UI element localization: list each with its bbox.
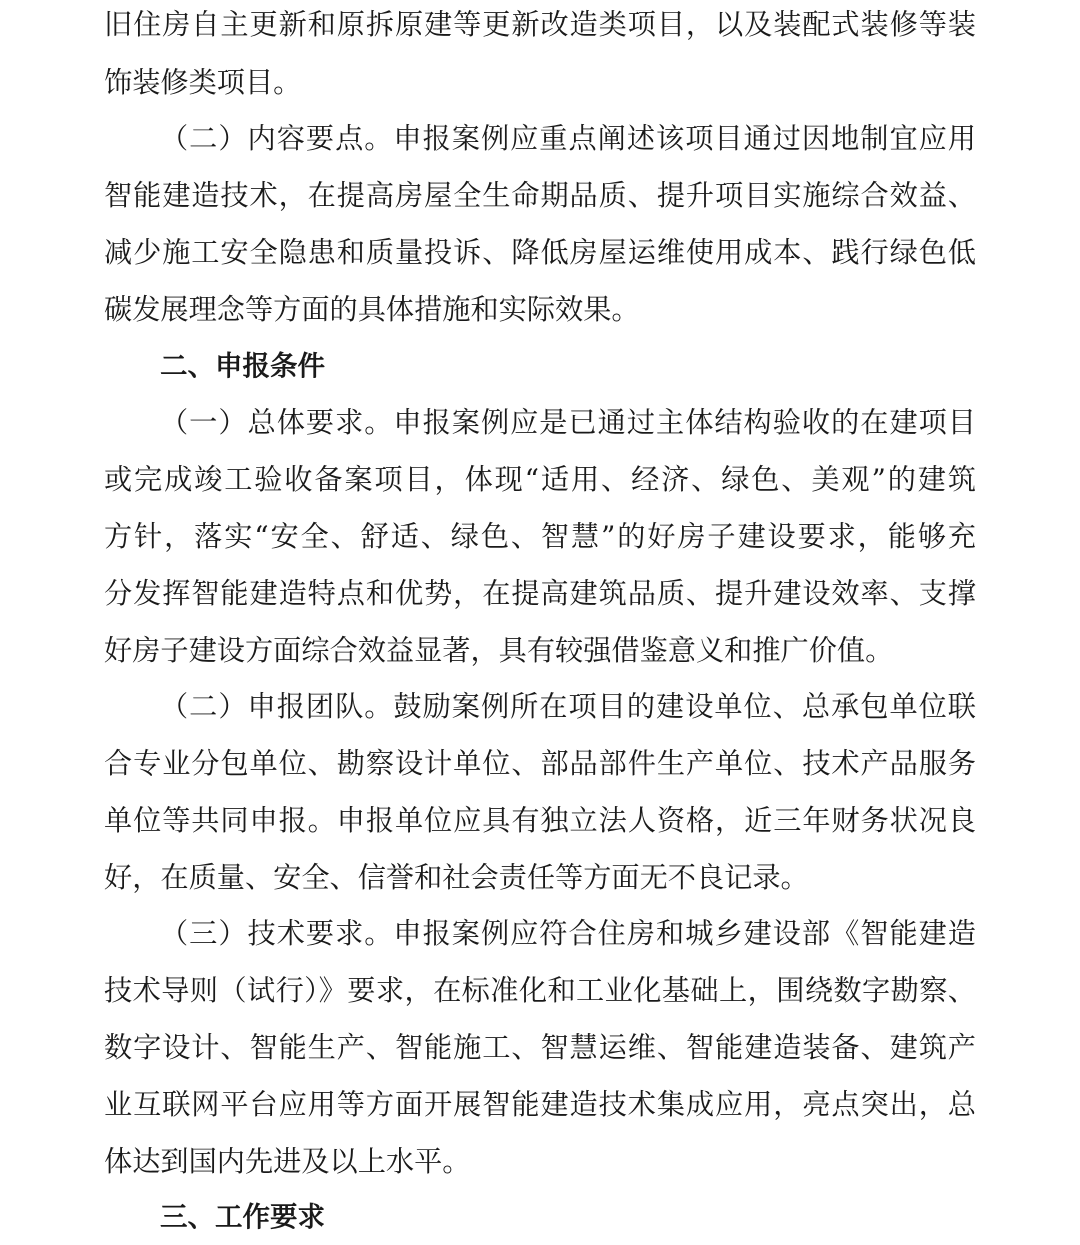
section-heading: 二、申报条件 [160, 350, 325, 382]
paragraph-line: （三）技术要求。申报案例应符合住房和城乡建设部《智能建造 [160, 917, 976, 950]
paragraph-line: 或完成竣工验收备案项目，体现“适用、经济、绿色、美观”的建筑 [104, 463, 976, 496]
paragraph-line: 数字设计、智能生产、智能施工、智慧运维、智能建造装备、建筑产 [104, 1031, 976, 1064]
paragraph-line: 方针，落实“安全、舒适、绿色、智慧”的好房子建设要求，能够充 [104, 520, 976, 553]
paragraph-line: 单位等共同申报。申报单位应具有独立法人资格，近三年财务状况良 [104, 804, 976, 837]
paragraph-line: （一）总体要求。申报案例应是已通过主体结构验收的在建项目 [160, 406, 976, 439]
paragraph-line: （二）内容要点。申报案例应重点阐述该项目通过因地制宜应用 [160, 122, 976, 155]
paragraph-line: 饰装修类项目。 [104, 66, 302, 99]
paragraph-line: 分发挥智能建造特点和优势，在提高建筑品质、提升建设效率、支撑 [104, 577, 976, 610]
paragraph-line: 好房子建设方面综合效益显著，具有较强借鉴意义和推广价值。 [104, 634, 894, 667]
paragraph-line: 好，在质量、安全、信誉和社会责任等方面无不良记录。 [104, 861, 809, 894]
paragraph-line: （二）申报团队。鼓励案例所在项目的建设单位、总承包单位联 [160, 690, 976, 723]
paragraph-line: 智能建造技术，在提高房屋全生命期品质、提升项目实施综合效益、 [104, 179, 976, 212]
paragraph-line: 业互联网平台应用等方面开展智能建造技术集成应用，亮点突出，总 [104, 1088, 976, 1121]
paragraph-line: 旧住房自主更新和原拆原建等更新改造类项目，以及装配式装修等装 [104, 8, 976, 41]
paragraph-line: 体达到国内先进及以上水平。 [104, 1145, 471, 1178]
paragraph-line: 合专业分包单位、勘察设计单位、部品部件生产单位、技术产品服务 [104, 747, 976, 780]
paragraph-line: 碳发展理念等方面的具体措施和实际效果。 [104, 293, 640, 326]
section-heading: 三、工作要求 [160, 1201, 325, 1233]
paragraph-line: 减少施工安全隐患和质量投诉、降低房屋运维使用成本、践行绿色低 [104, 236, 976, 269]
paragraph-line: 技术导则（试行）》要求，在标准化和工业化基础上，围绕数字勘察、 [104, 974, 976, 1007]
